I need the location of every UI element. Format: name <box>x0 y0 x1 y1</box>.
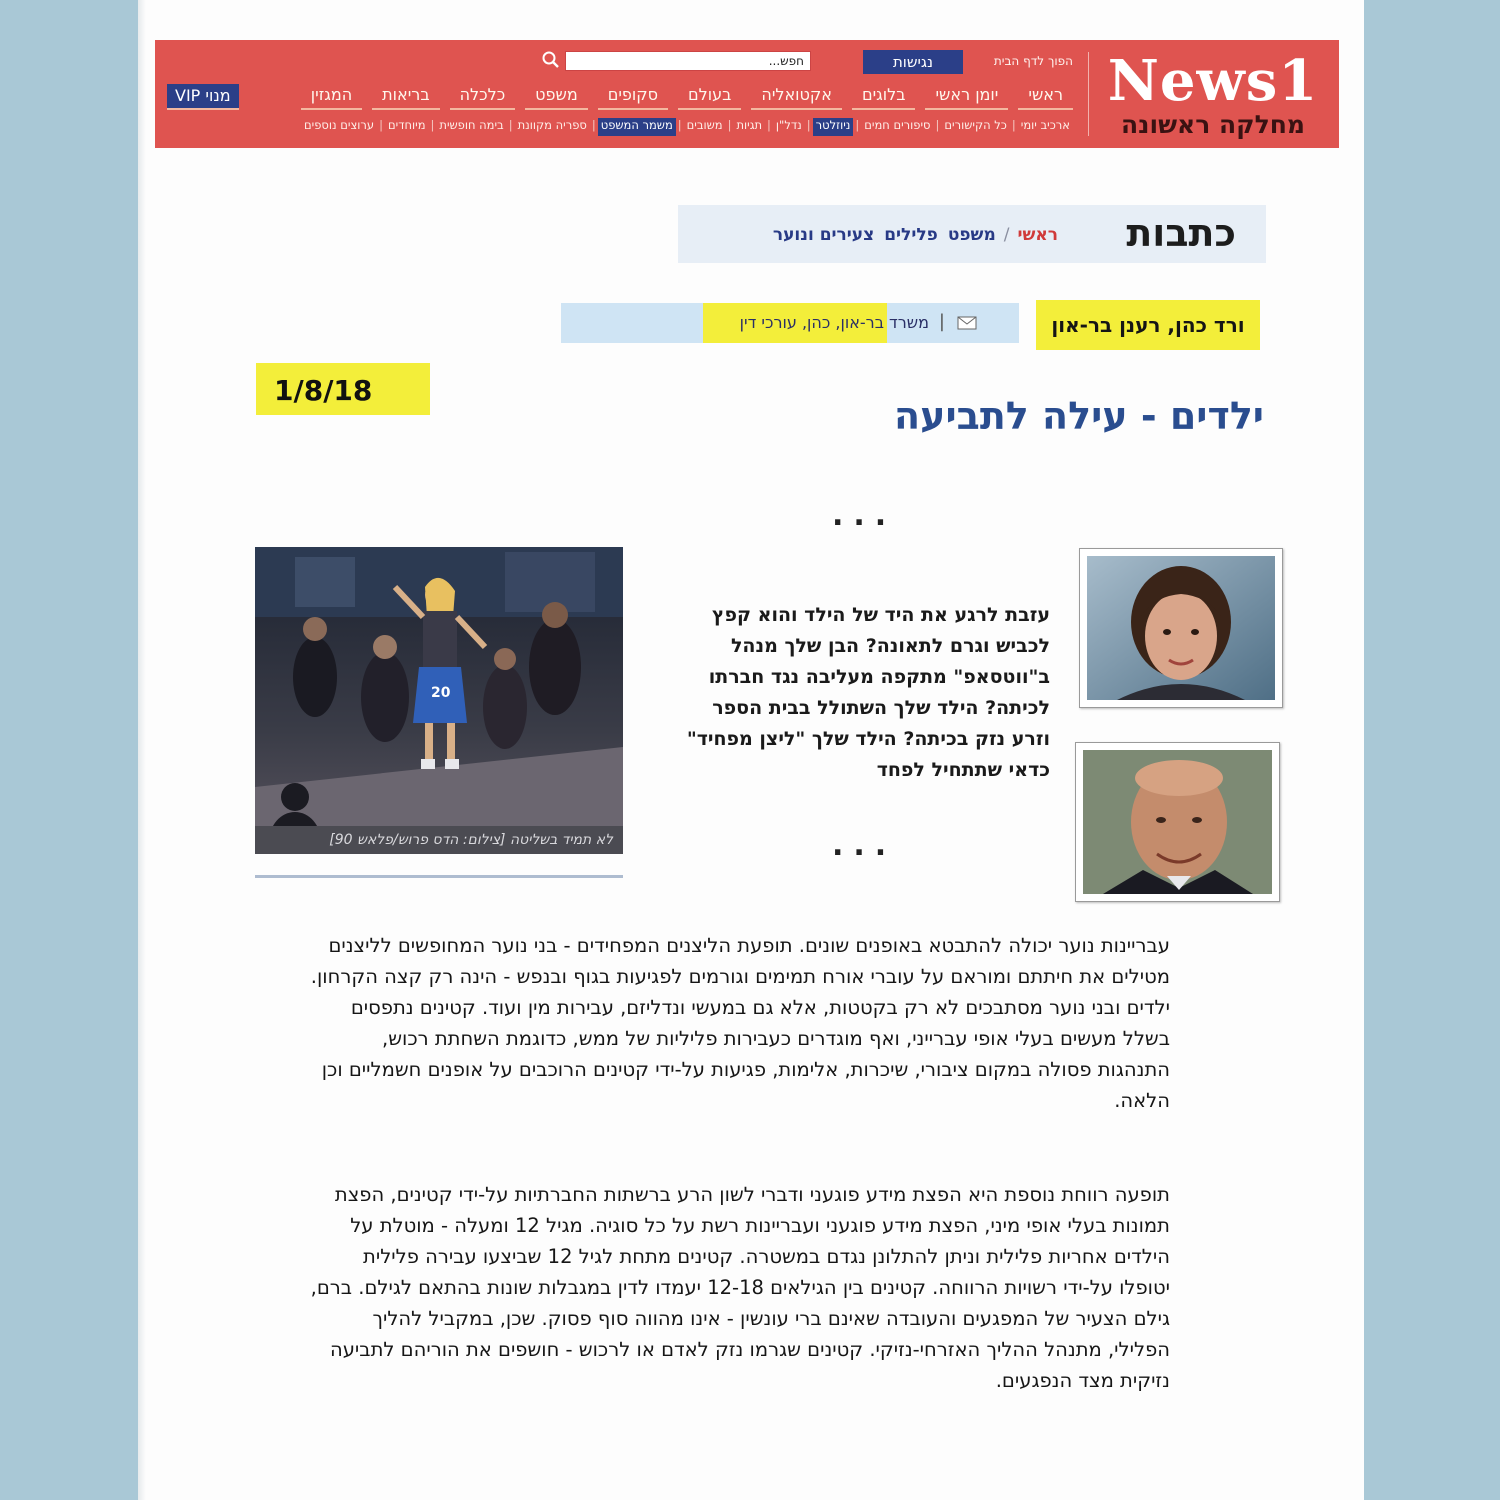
subnav-item[interactable]: נדל"ן <box>775 118 802 132</box>
category-title: כתבות <box>1126 211 1236 255</box>
subnav-item[interactable]: כל הקישורים <box>944 118 1007 132</box>
subnav-item[interactable]: משובים <box>686 118 723 132</box>
nav-item-world[interactable]: בעולם <box>678 84 741 110</box>
category-bar <box>678 205 1266 263</box>
nav-item-health[interactable]: בריאות <box>372 84 439 110</box>
subnav-divider: | <box>430 118 435 132</box>
author-photo-woman <box>1079 548 1283 708</box>
article-authors[interactable]: ורד כהן, רענן בר-און <box>1036 300 1260 350</box>
breadcrumb-item[interactable]: פלילים <box>884 225 938 245</box>
subnav-item-newsletter[interactable]: ניוזלטר <box>813 118 854 136</box>
author-office-bar <box>561 303 1019 343</box>
scan-shadow <box>138 0 146 1500</box>
breadcrumb <box>763 225 1058 245</box>
search-input[interactable]: חפש... <box>565 51 811 71</box>
main-nav <box>167 84 1073 110</box>
nav-item-blogs[interactable]: בלוגים <box>852 84 916 110</box>
subnav-divider: | <box>591 118 596 132</box>
breadcrumb-separator: / <box>1003 225 1010 245</box>
subnav-divider: | <box>727 118 732 132</box>
article-teaser: עזבת לרגע את היד של הילד והוא קפץ לכביש וגרם לתאונה? הבן שלך מנהל ב"ווטסאפ" מתקפה מעליבה נגד חברתו לכיתה? הילד שלך השתולל בבית הספר וזרע נזק בכיתה? הילד שלך "ליצן מפחיד" כדאי שתתחיל לפחד <box>686 604 1050 781</box>
subnav-divider: | <box>379 118 383 132</box>
subnav-item-law-watch[interactable]: משמר המשפט <box>598 118 676 136</box>
mail-icon[interactable] <box>957 316 977 330</box>
subnav-divider: | <box>677 118 682 132</box>
subnav-divider: | <box>1011 118 1016 132</box>
photo-divider <box>255 875 623 878</box>
article-date: 1/8/18 <box>256 363 430 415</box>
site-logo[interactable] <box>1107 48 1319 140</box>
separator-dots-top: ... <box>832 498 897 533</box>
search-icon[interactable] <box>541 50 561 70</box>
nav-item-magazine[interactable]: המגזין <box>301 84 362 110</box>
lead-photo <box>255 547 623 854</box>
portrait-man <box>1083 750 1272 894</box>
subnav-divider: | <box>855 118 860 132</box>
breadcrumb-home[interactable]: ראשי <box>1017 225 1058 245</box>
author-divider: | <box>938 311 945 332</box>
nav-item-daily[interactable]: יומן ראשי <box>925 84 1008 110</box>
street-scene-image <box>255 547 623 854</box>
subnav-divider: | <box>767 118 771 132</box>
subnav-item[interactable]: בימה חופשית <box>439 118 504 132</box>
make-homepage-link[interactable]: הפוך לדף הבית <box>993 54 1073 68</box>
logo-brand: News1 <box>1107 48 1319 114</box>
nav-item-law[interactable]: משפט <box>525 84 588 110</box>
article-paragraph-1: עבריינות נוער יכולה להתבטא באופנים שונים. תופעת הליצנים המפחידים - בני נוער המחופשים לליצנים מטילים את חיתתם ומוראם על עוברי אורח תמימים וגורמים לפגיעות בגוף ובנפש - הינה רק קצה הקרחון. ילדים ובני נוער מסתבכים לא רק בקטטות, אלא גם במעשי ונדליזם, עבירות מין ועוד. קטינים נתפסים בשלל מעשים בעלי אופי עברייני, ואף מוגדרים כעבירות פליליות של ממש, כדוגמת השחתת רכוש, התנהגות פסולה במקום ציבורי, שיכרות, אלימות, פגיעות על-ידי קטינים הרוכבים על אופנים חשמליים וכן הלאה. <box>310 934 1170 1112</box>
svg-text:20: 20 <box>431 685 451 701</box>
subnav-divider: | <box>935 118 940 132</box>
subnav-divider: | <box>508 118 513 132</box>
breadcrumb-item[interactable]: משפט <box>947 225 996 245</box>
sub-nav <box>167 118 1073 136</box>
subnav-item[interactable]: ערוצים נוספים <box>304 118 375 132</box>
article-headline: ילדים - עילה לתביעה <box>894 394 1264 438</box>
nav-item-news[interactable]: אקטואליה <box>751 84 842 110</box>
separator-dots-bottom: ... <box>832 828 897 863</box>
accessibility-button[interactable]: נגישות <box>863 50 963 74</box>
law-office-link[interactable]: משרד בר-און, כהן, עורכי דין <box>739 313 929 332</box>
breadcrumb-item[interactable]: צעירים ונוער <box>772 225 875 245</box>
nav-item-economy[interactable]: כלכלה <box>450 84 516 110</box>
logo-divider <box>1088 52 1089 136</box>
subnav-item[interactable]: ספריה מקוונת <box>517 118 587 132</box>
nav-item-scoops[interactable]: סקופים <box>598 84 668 110</box>
site-header <box>155 40 1339 148</box>
subnav-item[interactable]: סיפורים חמים <box>864 118 931 132</box>
photo-caption: לא תמיד בשליטה [צילום: הדס פרוש/פלאש 90] <box>255 826 623 854</box>
logo-subtitle: מחלקה ראשונה <box>1121 110 1305 139</box>
vip-subscription-button[interactable]: מנוי VIP <box>167 84 239 110</box>
portrait-woman <box>1087 556 1275 700</box>
subnav-item[interactable]: תגיות <box>736 118 763 132</box>
nav-item-home[interactable]: ראשי <box>1018 84 1073 110</box>
subnav-item[interactable]: ארכיב יומי <box>1020 118 1070 132</box>
subnav-item[interactable]: מיוחדים <box>388 118 426 132</box>
article-paragraph-2: תופעה רווחת נוספת היא הפצת מידע פוגעני ודברי לשון הרע ברשתות החברתיות על-ידי קטינים, הפצת תמונות בעלי אופי מיני, הפצת מידע פוגעני ועבריינות רשת על כל סוגיה. מגיל 12 ומעלה - מוטלת על הילדים אחריות פלילית וניתן להתלונן נגדם במשטרה. קטינים מתחת לגיל 12 שביצעו עבירה פלילית יטופלו על-ידי רשויות הרווחה. קטינים בין הגילאים 12-18 יעמדו לדין במגבלות שונות בהתאם לגילם. ברם, גילם הצעיר של המפגעים והעובדה שאינם ברי עונשין - אינו מהווה סוף פסוק. שכן, במקביל להליך הפלילי, מתנהל ההליך האזרחי-נזיקי. קטינים שגרמו נזק לאדם או לרכוש - חושפים את הוריהם לתביעה נזיקית מצד הנפגעים. <box>310 1183 1170 1392</box>
subnav-divider: | <box>806 118 811 132</box>
author-photo-man <box>1075 742 1280 902</box>
